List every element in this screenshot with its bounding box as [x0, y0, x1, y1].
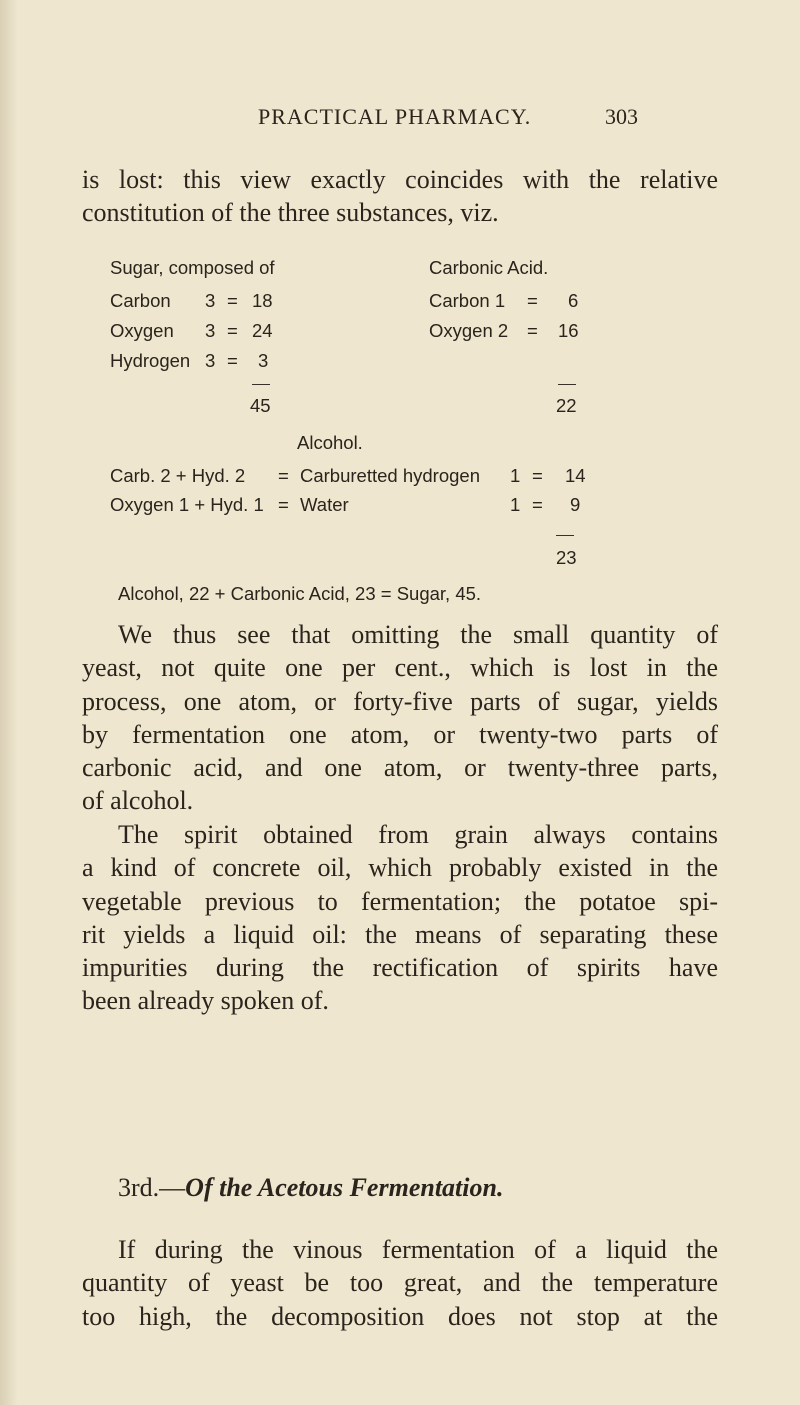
- text-line: been already spoken of.: [82, 986, 329, 1016]
- equals-sign: =: [227, 290, 238, 311]
- text-line: constitution of the three substances, viz.: [82, 198, 499, 228]
- carbonic-element: Carbon 1: [429, 290, 506, 311]
- sugar-atoms: 3: [205, 350, 216, 371]
- sugar-total: 45: [250, 395, 271, 416]
- section-heading: [118, 1173, 503, 1203]
- sugar-table-title: Sugar, composed of: [110, 257, 275, 278]
- sugar-element: Oxygen: [110, 320, 174, 341]
- carbonic-element: Oxygen 2: [429, 320, 509, 341]
- equals-sign: =: [527, 290, 538, 311]
- page-header: [258, 104, 638, 134]
- text-line: vegetable previous to fermentation; the potatoe spi-: [82, 886, 718, 916]
- text-line: We thus see that omitting the small quantity of: [118, 620, 718, 649]
- text-line: carbonic acid, and one atom, or twenty-three parts,: [82, 753, 718, 783]
- alcohol-weight: 9: [570, 494, 581, 515]
- section-title: Of the Acetous Fermentation.: [185, 1173, 504, 1202]
- text-line: quantity of yeast be too great, and the temperature: [82, 1268, 718, 1298]
- equals-sign: =: [227, 350, 238, 371]
- alcohol-count: 1: [510, 494, 521, 515]
- equals-sign: =: [532, 465, 543, 486]
- text-line: rit yields a liquid oil: the means of separating these: [82, 919, 718, 949]
- section-number: 3rd.—: [118, 1173, 186, 1202]
- alcohol-product: Carburetted hydrogen: [300, 465, 480, 486]
- sum-rule: [558, 384, 576, 385]
- sugar-atoms: 3: [205, 290, 216, 311]
- equals-sign: =: [278, 494, 289, 515]
- text-line: too high, the decomposition does not stop at the: [82, 1301, 718, 1331]
- text-line: of alcohol.: [82, 786, 194, 816]
- equals-sign: =: [527, 320, 538, 341]
- sugar-weight: 24: [252, 320, 273, 341]
- paragraph-fermentation-yield: [82, 618, 718, 818]
- text-line: The spirit obtained from grain always contains: [118, 820, 718, 849]
- sum-rule: [252, 384, 270, 385]
- carbonic-weight: 16: [558, 320, 579, 341]
- summary-equation: Alcohol, 22 + Carbonic Acid, 23 = Sugar, 45.: [118, 583, 482, 604]
- page-number: 303: [605, 104, 638, 129]
- equals-sign: =: [227, 320, 238, 341]
- text-line: a kind of concrete oil, which probably existed in the: [82, 853, 718, 883]
- text-line: is lost: this view exactly coincides with the relative: [82, 165, 718, 194]
- intro-paragraph: [82, 163, 718, 230]
- alcohol-components: Oxygen 1 + Hyd. 1: [110, 494, 264, 515]
- sugar-element: Carbon: [110, 290, 171, 311]
- alcohol-components: Carb. 2 + Hyd. 2: [110, 465, 246, 486]
- text-line: process, one atom, or forty-five parts of sugar, yields: [82, 686, 718, 716]
- sum-rule: [556, 535, 574, 536]
- page-gutter-shadow: [0, 0, 18, 1405]
- sugar-weight: 3: [258, 350, 269, 371]
- running-title: PRACTICAL PHARMACY.: [258, 104, 532, 129]
- paragraph-spirit-oil: [82, 818, 718, 1018]
- equals-sign: =: [532, 494, 543, 515]
- sugar-element: Hydrogen: [110, 350, 191, 371]
- sugar-weight: 18: [252, 290, 273, 311]
- sugar-atoms: 3: [205, 320, 216, 341]
- carbonic-table-title: Carbonic Acid.: [429, 257, 549, 278]
- text-line: yeast, not quite one per cent., which is lost in the: [82, 653, 718, 683]
- alcohol-total: 23: [556, 547, 577, 568]
- carbonic-weight: 6: [568, 290, 579, 311]
- carbonic-total: 22: [556, 395, 577, 416]
- paragraph-acetous: [82, 1233, 718, 1333]
- alcohol-weight: 14: [565, 465, 586, 486]
- text-line: impurities during the rectification of spirits have: [82, 953, 718, 983]
- alcohol-table-title: Alcohol.: [297, 432, 363, 453]
- equals-sign: =: [278, 465, 289, 486]
- alcohol-product: Water: [300, 494, 349, 515]
- text-line: by fermentation one atom, or twenty-two parts of: [82, 719, 718, 749]
- text-line: If during the vinous fermentation of a liquid the: [118, 1235, 718, 1264]
- alcohol-count: 1: [510, 465, 521, 486]
